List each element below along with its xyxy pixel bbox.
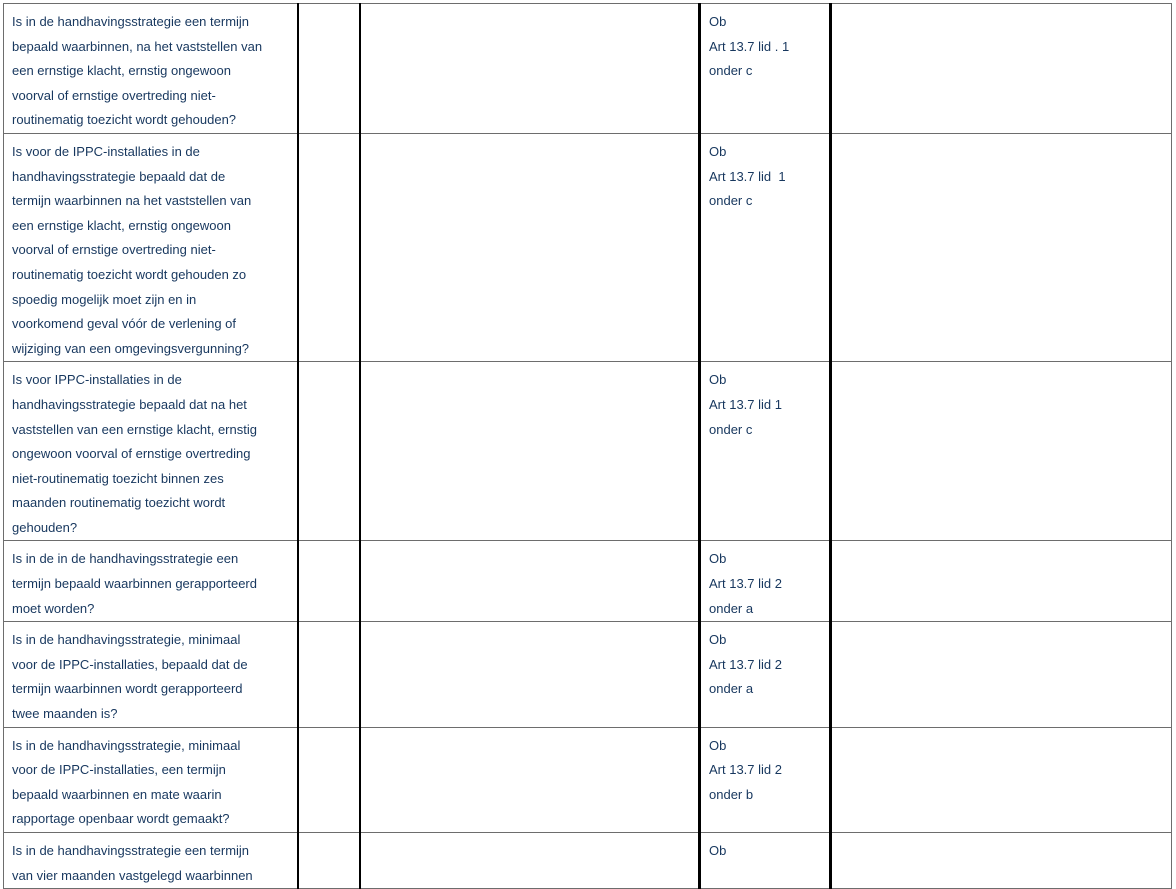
answer-cell[interactable] (298, 541, 360, 622)
question-cell: Is voor de IPPC-installaties in de handhavingsstrategie bepaald dat de termijn waarbinnen na het vaststellen van een ernstige klacht, ernstig ongewoon voorval of ernstige overtreding niet- routinematig toezicht wordt gehouden zo spoedig mogelijk moet zijn en in voorkomend geval vóór de verlening of wijziging van een omgevingsvergunning? (4, 133, 298, 361)
question-cell: Is in de in de handhavingsstrategie een termijn bepaald waarbinnen gerapporteerd moet worden? (4, 541, 298, 622)
reference-cell (700, 727, 831, 832)
remarks-cell[interactable] (360, 362, 700, 541)
table-row (4, 727, 1172, 832)
reference-cell (700, 362, 831, 541)
reference-article: Art 13.7 lid 1 (709, 396, 782, 412)
table-row (4, 4, 1172, 134)
reference-clause: onder a (709, 600, 754, 616)
notes-cell[interactable] (831, 133, 1172, 361)
notes-cell[interactable] (831, 727, 1172, 832)
reference-type: Ob (709, 372, 727, 388)
question-cell: Is in de handhavingsstrategie, minimaal voor de IPPC-installaties, bepaald dat de termijn waarbinnen wordt gerapporteerd twee maanden is? (4, 622, 298, 727)
remarks-cell[interactable] (360, 727, 700, 832)
reference-type: Ob (709, 843, 727, 858)
reference-article: Art 13.7 lid 2 (709, 762, 782, 778)
table-row (4, 622, 1172, 727)
question-cell: Is in de handhavingsstrategie een termijn van vier maanden vastgelegd waarbinnen (4, 833, 298, 889)
remarks-cell[interactable] (360, 133, 700, 361)
reference-type: Ob (709, 14, 727, 29)
reference-type: Ob (709, 632, 727, 648)
table-row (4, 133, 1172, 361)
answer-cell[interactable] (298, 622, 360, 727)
table-row (4, 833, 1172, 889)
answer-cell[interactable] (298, 362, 360, 541)
table-row (4, 362, 1172, 541)
remarks-cell[interactable] (360, 4, 700, 134)
answer-cell[interactable] (298, 833, 360, 889)
reference-clause: onder a (709, 681, 754, 697)
reference-clause: onder b (709, 786, 754, 802)
answer-cell[interactable] (298, 727, 360, 832)
question-cell: Is in de handhavingsstrategie, minimaal voor de IPPC-installaties, een termijn bepaald waarbinnen en mate waarin rapportage openbaar wordt gemaakt? (4, 727, 298, 832)
reference-cell (700, 133, 831, 361)
reference-cell (700, 833, 831, 889)
reference-clause: onder c (709, 63, 753, 79)
notes-cell[interactable] (831, 833, 1172, 889)
reference-clause: onder c (709, 421, 753, 437)
notes-cell[interactable] (831, 541, 1172, 622)
checklist-sheet (3, 3, 1171, 883)
notes-cell[interactable] (831, 4, 1172, 134)
reference-type: Ob (709, 737, 727, 753)
reference-article: Art 13.7 lid 1 (709, 168, 786, 184)
question-cell: Is in de handhavingsstrategie een termijn bepaald waarbinnen, na het vaststellen van een ernstige klacht, ernstig ongewoon voorval of ernstige overtreding niet- routinematig toezicht wordt gehouden? (4, 4, 298, 134)
checklist-body (4, 4, 1172, 889)
reference-type: Ob (709, 143, 727, 159)
reference-article: Art 13.7 lid . 1 (709, 38, 790, 54)
reference-article: Art 13.7 lid 2 (709, 656, 782, 672)
question-cell: Is voor IPPC-installaties in de handhavingsstrategie bepaald dat na het vaststellen van een ernstige klacht, ernstig ongewoon voorval of ernstige overtreding niet-routinematig toezicht binnen zes maanden routinematig toezicht wordt gehouden? (4, 362, 298, 541)
notes-cell[interactable] (831, 622, 1172, 727)
remarks-cell[interactable] (360, 622, 700, 727)
reference-cell (700, 541, 831, 622)
remarks-cell[interactable] (360, 541, 700, 622)
remarks-cell[interactable] (360, 833, 700, 889)
reference-article: Art 13.7 lid 2 (709, 576, 782, 592)
notes-cell[interactable] (831, 362, 1172, 541)
checklist-table (3, 3, 1172, 889)
answer-cell[interactable] (298, 133, 360, 361)
reference-cell (700, 622, 831, 727)
answer-cell[interactable] (298, 4, 360, 134)
table-row (4, 541, 1172, 622)
reference-clause: onder c (709, 193, 753, 209)
reference-cell (700, 4, 831, 134)
reference-type: Ob (709, 551, 727, 567)
